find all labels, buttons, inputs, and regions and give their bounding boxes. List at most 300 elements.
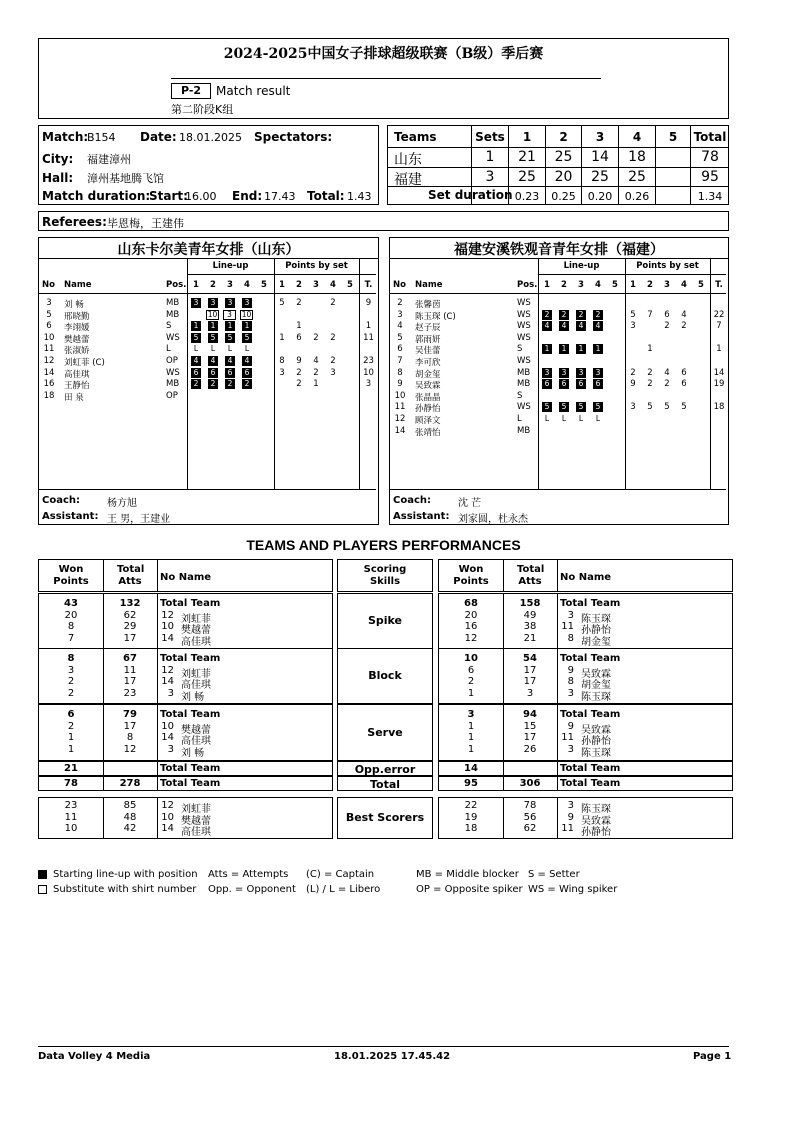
footer-center: 18.01.2025 17.45.42	[334, 1051, 451, 1062]
points-cell: 2	[296, 298, 302, 308]
assistant-name: 王 男，王建业	[107, 514, 171, 525]
lineup-cell: 5	[225, 333, 235, 343]
player-position: WS	[517, 309, 531, 320]
won-points-value: 14	[464, 763, 478, 774]
score-team-b-sets: 3	[485, 169, 495, 185]
roster-hline	[187, 274, 376, 275]
player-position: OP	[166, 390, 178, 401]
lineup-cell: L	[244, 344, 250, 354]
points-cell: 7	[647, 309, 653, 320]
lineup-cell: 2	[225, 379, 235, 389]
won-points-value: 3	[67, 664, 75, 676]
lineup-cell: 3	[242, 298, 252, 308]
player-number: 5	[397, 332, 403, 343]
lineup-cell: 6	[208, 368, 218, 378]
points-set-header: 1	[630, 280, 636, 290]
legend-setter: S = Setter	[528, 869, 580, 880]
column-divider	[157, 705, 158, 760]
stage-label: 第二阶段K组	[171, 103, 234, 116]
won-points-value: 1	[67, 743, 75, 755]
score-team-a-sets: 1	[485, 149, 495, 165]
player-name: 樊越蕾	[181, 724, 211, 736]
left-spike-box	[38, 593, 333, 649]
assistant-label: Assistant:	[393, 511, 450, 522]
player-name: 张淑娇	[64, 346, 90, 357]
score-header-set1: 1	[522, 130, 532, 144]
total-atts-value: 17	[123, 676, 137, 687]
points-cell: 2	[296, 379, 302, 390]
left-serve-box	[38, 704, 333, 761]
lineup-set-header: 1	[544, 280, 550, 290]
player-number: 14	[161, 823, 174, 834]
footer-right: Page 1	[693, 1051, 732, 1062]
total-atts-value: 78	[523, 800, 537, 811]
date-label: Date:	[140, 130, 177, 144]
won-points-value: 6	[467, 664, 475, 676]
score-header-total: Total	[693, 130, 727, 144]
lineup-cell: 3	[576, 368, 586, 378]
column-divider	[157, 777, 158, 790]
lineup-cell: 1	[191, 321, 201, 331]
player-name: 李翊媛	[64, 323, 90, 334]
no-name-header: No Name	[560, 572, 612, 583]
total-atts-header: Total Atts	[517, 564, 545, 587]
total-atts-value: 278	[119, 778, 141, 789]
player-position: WS	[166, 367, 180, 378]
won-points-value: 43	[64, 598, 78, 609]
lineup-cell: 1	[576, 344, 586, 354]
starting-lineup-icon	[38, 870, 47, 879]
player-name: 刘虹菲 (C)	[64, 358, 105, 368]
player-name: 陈玉琛	[581, 747, 611, 759]
legend-mb: MB = Middle blocker	[416, 869, 519, 880]
lineup-cell: 2	[559, 310, 569, 320]
player-name: 刘 畅	[64, 300, 84, 310]
score-team-b-s2: 20	[554, 169, 573, 185]
player-position: MB	[166, 298, 180, 308]
set-duration-label: Set duration	[428, 188, 513, 202]
player-name: Total Team	[560, 709, 621, 720]
end-value: 17.43	[264, 190, 296, 203]
total-atts-value: 12	[123, 743, 137, 755]
total-atts-header: Total Atts	[117, 564, 145, 587]
lineup-set-header: 1	[193, 280, 199, 290]
player-position: WS	[517, 298, 531, 308]
legend-opp: Opp. = Opponent	[208, 884, 296, 895]
player-position: MB	[517, 367, 531, 378]
legend-ws: WS = Wing spiker	[528, 884, 618, 895]
won-points-value: 1	[67, 732, 75, 743]
score-table	[387, 125, 729, 205]
lineup-cell: 1	[208, 321, 218, 331]
right-total-row	[438, 776, 733, 791]
player-number: 14	[161, 632, 174, 644]
player-total: 10	[363, 367, 374, 378]
won-points-value: 78	[64, 778, 78, 789]
total-value: 1.43	[347, 190, 372, 203]
total-atts-value: 42	[123, 823, 137, 834]
score-team-a-s4: 18	[628, 149, 646, 165]
lineup-cell: L	[193, 344, 199, 354]
header-box	[38, 38, 729, 119]
roster-hline	[538, 274, 726, 275]
skill-total-box	[337, 776, 433, 791]
legend-atts: Atts = Attempts	[208, 869, 289, 880]
scoring-skills-header: Scoring Skills	[363, 564, 407, 587]
lineup-set-header: 4	[595, 280, 601, 290]
points-cell: 2	[647, 367, 653, 378]
player-total: 18	[713, 402, 725, 413]
total-header: T.	[715, 280, 723, 290]
player-number: 3	[567, 800, 574, 811]
total-atts-value: 17	[523, 732, 537, 743]
points-set-header: 2	[296, 280, 302, 290]
player-position: L	[517, 414, 522, 424]
total-atts-value: 21	[523, 632, 537, 644]
player-name: 刘虹菲	[181, 668, 211, 680]
player-number: 3	[567, 609, 574, 621]
player-position: WS	[517, 402, 531, 413]
player-name: 樊越蕾	[64, 334, 90, 345]
player-name: 刘 畅	[181, 691, 205, 703]
total-atts-value: 8	[126, 732, 134, 743]
team-a-roster	[38, 237, 379, 525]
skill-label: Serve	[367, 725, 403, 739]
player-number: 9	[567, 811, 574, 823]
player-number: 18	[43, 390, 55, 401]
points-by-set-header: Points by set	[285, 261, 348, 271]
player-number: 12	[43, 356, 55, 366]
points-cell: 2	[313, 332, 319, 343]
name-header: Name	[64, 280, 92, 290]
won-points-value: 2	[467, 676, 475, 687]
score-header-teams: Teams	[394, 130, 437, 144]
total-atts-value: 56	[523, 811, 537, 823]
lineup-cell: 3	[191, 298, 201, 308]
lineup-cell: 4	[225, 356, 235, 366]
player-name: Total Team	[560, 653, 621, 664]
skill-label: Opp.error	[354, 763, 416, 776]
lineup-cell: 1	[559, 344, 569, 354]
total-atts-value: 17	[123, 632, 137, 644]
total-atts-value: 67	[123, 653, 137, 664]
points-by-set-header: Points by set	[636, 261, 699, 271]
points-cell: 3	[330, 367, 336, 378]
player-name: 胡金玺	[415, 369, 441, 380]
lineup-cell: 6	[593, 379, 603, 389]
player-position: OP	[166, 356, 178, 366]
points-cell: 9	[630, 379, 636, 390]
score-header-set4: 4	[632, 130, 642, 144]
won-points-value: 12	[464, 632, 478, 644]
player-name: 陈玉琛 (C)	[415, 311, 456, 322]
coach-name: 沈 芒	[458, 498, 482, 509]
player-number: 3	[567, 743, 574, 755]
player-number: 3	[567, 687, 574, 699]
skills-header-box	[337, 559, 433, 592]
player-total: 22	[713, 309, 725, 320]
score-header-set5: 5	[668, 130, 678, 144]
won-points-value: 11	[64, 811, 78, 823]
lineup-cell: 4	[208, 356, 218, 366]
total-atts-value: 23	[123, 687, 137, 699]
player-name: 张晶晶	[415, 392, 441, 403]
player-number: 10	[161, 811, 174, 823]
player-name: 胡金玺	[581, 680, 611, 691]
lineup-cell: 4	[593, 321, 603, 331]
player-number: 14	[161, 732, 174, 743]
legend	[38, 868, 738, 902]
player-name: 田 泉	[64, 392, 84, 403]
column-divider	[103, 762, 104, 775]
won-points-value: 68	[464, 598, 478, 609]
player-number: 9	[397, 379, 403, 390]
performance-title: TEAMS AND PLAYERS PERFORMANCES	[246, 537, 521, 553]
points-cell: 2	[313, 367, 319, 378]
assistant-name: 刘家圆，杜永杰	[458, 514, 528, 525]
skill-serve-box	[337, 704, 433, 761]
hall-value: 漳州基地腾飞馆	[87, 172, 164, 185]
lineup-cell: 5	[576, 402, 586, 412]
score-team-a-s1: 21	[518, 149, 536, 165]
won-points-value: 19	[464, 811, 478, 823]
player-position: MB	[166, 379, 180, 390]
team-a-name: 山东卡尔美青年女排（山东）	[117, 242, 300, 258]
total-header: T.	[364, 280, 373, 290]
player-position: WS	[517, 332, 531, 343]
roster-hline	[390, 293, 726, 294]
won-points-value: 10	[464, 653, 478, 664]
assistant-label: Assistant:	[42, 511, 99, 522]
set-duration-1: 0.23	[514, 190, 540, 203]
points-cell: 2	[296, 367, 302, 378]
column-divider	[157, 762, 158, 775]
player-name: 吴致霖	[581, 815, 611, 827]
points-cell: 6	[681, 379, 687, 390]
score-team-b-s4: 25	[628, 169, 646, 185]
legend-starting: Starting line-up with position	[53, 869, 198, 880]
won-points-value: 3	[467, 709, 475, 720]
player-name: 郭雨妍	[415, 334, 441, 345]
player-number: 11	[561, 621, 574, 632]
total-atts-value: 38	[523, 621, 537, 632]
lineup-cell: 2	[208, 379, 218, 389]
player-number: 14	[161, 676, 174, 687]
player-name: 李可欣	[415, 358, 441, 368]
start-value: 16.00	[185, 190, 217, 203]
score-team-a-s2: 25	[554, 149, 573, 165]
duration-label: Match duration:	[42, 189, 151, 203]
no-name-header: No Name	[160, 572, 212, 583]
player-number: 12	[161, 609, 174, 621]
score-header-sets: Sets	[475, 130, 505, 144]
lineup-set-header: 5	[612, 280, 618, 290]
points-set-header: 3	[664, 280, 670, 290]
total-atts-value: 48	[123, 811, 137, 823]
total-atts-value: 306	[519, 778, 541, 789]
player-name: 孙静怡	[415, 404, 441, 415]
column-divider	[157, 560, 158, 591]
player-position: S	[517, 390, 523, 401]
match-info-box	[38, 125, 379, 205]
lineup-cell: 6	[542, 379, 552, 389]
left-block-box	[38, 648, 333, 704]
points-cell: 6	[664, 309, 670, 320]
score-team-b-s3: 25	[591, 169, 609, 185]
skill-opp_error-box	[337, 761, 433, 776]
skill-label: Block	[368, 669, 402, 682]
player-name: 孙静怡	[581, 625, 611, 636]
column-divider	[157, 649, 158, 703]
player-total: 1	[716, 344, 722, 355]
player-name: 高佳琪	[181, 827, 211, 838]
lineup-cell: 5	[593, 402, 603, 412]
lineup-cell: 4	[242, 356, 252, 366]
player-name: Total Team	[160, 763, 221, 774]
points-cell: 2	[330, 356, 336, 366]
points-cell: 5	[681, 402, 687, 413]
points-cell: 5	[630, 309, 636, 320]
legend-substitute: Substitute with shirt number	[53, 884, 197, 895]
player-number: 3	[167, 687, 174, 699]
points-set-header: 1	[279, 280, 285, 290]
player-number: 5	[46, 309, 52, 320]
lineup-cell: 4	[191, 356, 201, 366]
skill-label: Best Scorers	[345, 811, 425, 824]
skill-best-scorers-box	[337, 797, 433, 839]
player-total: 7	[716, 321, 722, 332]
points-cell: 1	[296, 321, 302, 332]
player-number: 11	[561, 823, 574, 834]
player-name: 王静怡	[64, 381, 90, 392]
player-position: WS	[517, 321, 531, 332]
title-rule	[171, 78, 601, 79]
player-name: 顾泽文	[415, 416, 441, 426]
points-cell: 2	[630, 367, 636, 378]
won-points-value: 21	[64, 763, 78, 774]
page-title: 2024-2025中国女子排球超级联赛（B级）季后赛	[223, 46, 544, 62]
won-points-value: 8	[67, 621, 75, 632]
player-name: Total Team	[160, 709, 221, 720]
lineup-header: Line-up	[563, 261, 600, 271]
player-position: MB	[517, 425, 531, 436]
lineup-cell: 3	[593, 368, 603, 378]
player-number: 9	[567, 664, 574, 676]
roster-hline	[39, 489, 376, 490]
date-value: 18.01.2025	[179, 131, 242, 144]
score-header-set2: 2	[559, 130, 568, 144]
won-points-value: 18	[464, 823, 478, 834]
left-best-scorers-box	[38, 797, 333, 839]
lineup-cell: L	[210, 344, 216, 354]
won-points-value: 1	[467, 743, 475, 755]
points-cell: 2	[330, 332, 336, 343]
player-position: WS	[517, 356, 531, 366]
end-label: End:	[232, 189, 263, 203]
points-set-header: 2	[647, 280, 653, 290]
points-cell: 1	[313, 379, 319, 390]
lineup-cell: 4	[542, 321, 552, 331]
roster-hline	[39, 293, 376, 294]
total-atts-value: 17	[523, 676, 537, 687]
score-team-a-s3: 14	[591, 149, 609, 165]
player-name: 刘虹菲	[181, 613, 211, 625]
points-cell: 2	[647, 379, 653, 390]
lineup-cell: 3	[225, 298, 235, 308]
match-label: Match:	[42, 130, 89, 144]
team-b-roster	[389, 237, 729, 525]
lineup-cell: L	[227, 344, 233, 354]
player-number: 8	[567, 632, 574, 644]
player-name: Total Team	[160, 653, 221, 664]
player-name: Total Team	[560, 598, 621, 609]
no-header: No	[393, 280, 406, 290]
player-number: 10	[161, 621, 174, 632]
lineup-cell: 5	[191, 333, 201, 343]
points-cell: 2	[681, 321, 687, 332]
right-serve-box	[438, 704, 733, 761]
player-total: 1	[365, 321, 372, 332]
points-cell: 3	[630, 321, 636, 332]
right-perf-header	[438, 559, 733, 592]
skill-spike-box	[337, 593, 433, 649]
column-divider	[557, 798, 558, 838]
lineup-cell: L	[578, 414, 584, 423]
score-team-a: 山东	[394, 152, 422, 168]
left-total-row	[38, 776, 333, 791]
no-header: No	[42, 280, 55, 290]
player-number: 8	[397, 367, 403, 378]
player-total: 3	[365, 379, 372, 390]
points-cell: 8	[279, 356, 285, 366]
spectators-label: Spectators:	[254, 130, 333, 144]
player-name: 张馨茵	[415, 300, 441, 310]
lineup-cell: L	[544, 414, 550, 423]
player-number: 14	[43, 367, 55, 378]
total-atts-value: 62	[123, 609, 137, 621]
coach-label: Coach:	[393, 495, 432, 506]
footer-rule	[38, 1046, 729, 1047]
total-atts-value: 15	[523, 720, 537, 732]
won-points-value: 8	[67, 653, 75, 664]
column-divider	[557, 762, 558, 775]
points-cell: 3	[279, 367, 285, 378]
team-b-name: 福建安溪铁观音青年女排（福建）	[454, 242, 664, 258]
player-number: 12	[161, 800, 174, 811]
total-atts-value: 85	[123, 800, 137, 811]
points-cell: 5	[279, 298, 285, 308]
lineup-cell: 6	[191, 368, 201, 378]
points-cell: 5	[647, 402, 653, 413]
right-block-box	[438, 648, 733, 704]
points-cell: 9	[296, 356, 302, 366]
won-points-value: 2	[67, 676, 75, 687]
lineup-cell: 2	[191, 379, 201, 389]
lineup-cell: 1	[593, 344, 603, 354]
player-name: 吴致霖	[581, 724, 611, 736]
total-atts-value: 49	[523, 609, 537, 621]
match-number: B154	[87, 131, 116, 144]
lineup-set-header: 4	[244, 280, 250, 290]
total-atts-value: 158	[519, 598, 541, 609]
won-points-value: 20	[464, 609, 478, 621]
left-perf-header	[38, 559, 333, 592]
player-number: 11	[43, 344, 55, 355]
score-team-b-s1: 25	[518, 169, 536, 185]
pos-header: Pos.	[517, 280, 538, 290]
lineup-cell: 5	[208, 333, 218, 343]
total-atts-value: 62	[523, 823, 537, 834]
